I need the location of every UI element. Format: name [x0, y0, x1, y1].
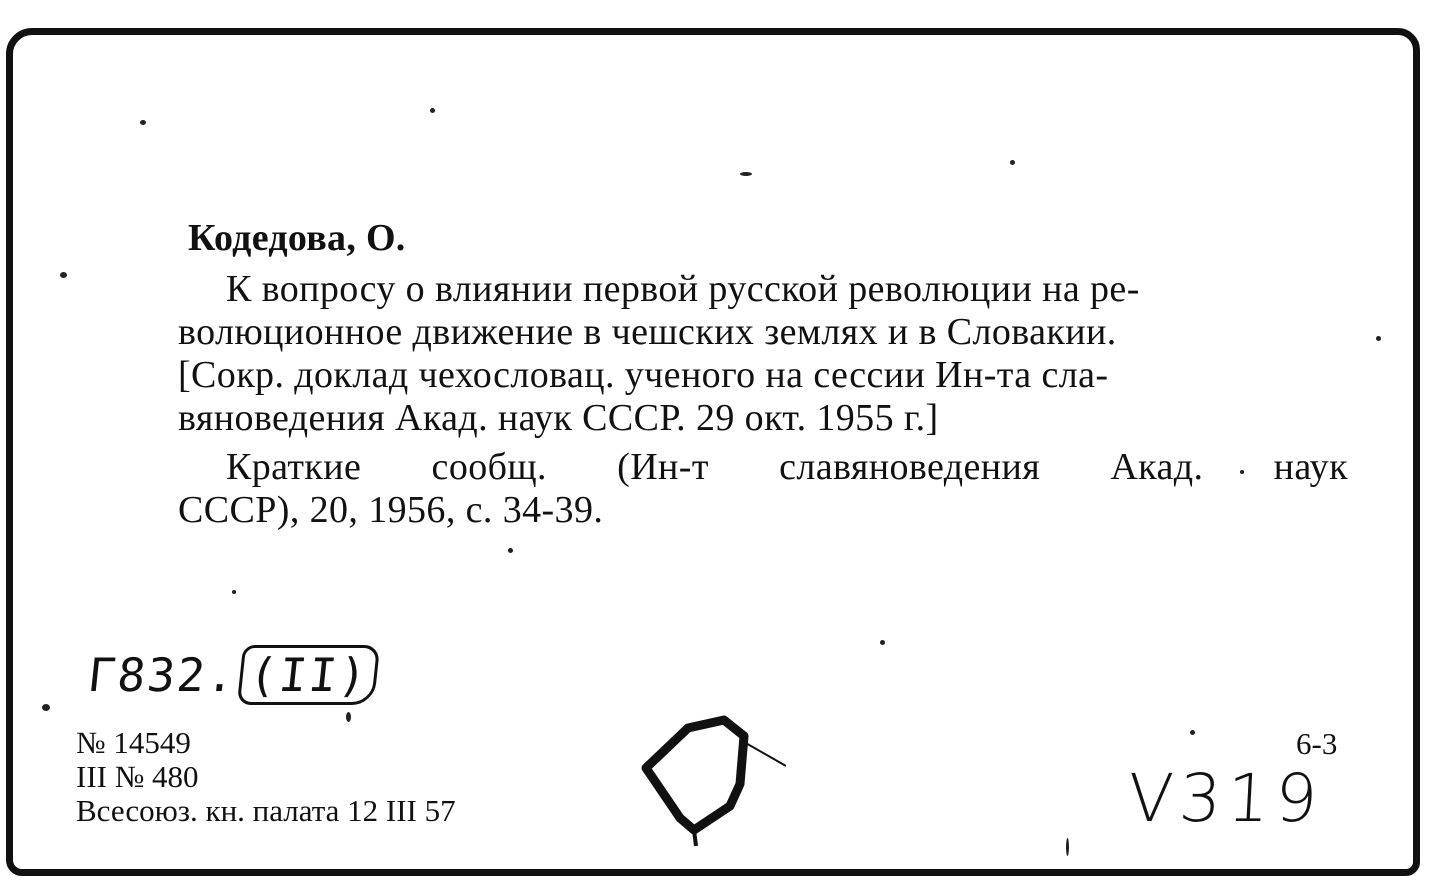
card-author: Кодедова, О. — [188, 217, 406, 259]
body-line: вяноведения Акад. наук СССР. 29 окт. 1955 г.] — [178, 397, 939, 439]
punch-hole — [636, 706, 786, 846]
imprint-publisher: Всесоюз. кн. палата 12 III 57 — [76, 793, 456, 828]
shelf-mark-main: Г832. — [85, 648, 240, 702]
body-line: волюционное движение в чешских землях и в Словакии. — [178, 311, 1117, 353]
source-word: славяноведения — [779, 446, 1041, 488]
shelf-mark — [85, 645, 381, 705]
source-line: СССР), 20, 1956, с. 34-39. — [178, 489, 604, 531]
source-line — [178, 446, 1348, 489]
card-imprint — [76, 726, 456, 828]
imprint-number: № 14549 — [76, 725, 191, 760]
imprint-series: III № 480 — [76, 759, 199, 794]
card-source — [178, 446, 1348, 532]
shelf-mark-volume: (II) — [237, 645, 380, 705]
body-line: К вопросу о влиянии первой русской революции на ре- — [226, 268, 1140, 310]
source-word: Акад. — [1110, 446, 1204, 488]
handwritten-number: V319 — [1125, 760, 1326, 837]
price-code: 6-3 — [1296, 726, 1338, 761]
body-line: [Сокр. доклад чехословац. ученого на сессии Ин-та сла- — [178, 354, 1109, 396]
source-word: сообщ. — [431, 446, 547, 488]
source-word: (Ин-т — [617, 446, 709, 488]
source-word: Краткие — [226, 446, 362, 488]
card-title-description — [178, 268, 1348, 440]
source-word: наук — [1273, 446, 1348, 488]
